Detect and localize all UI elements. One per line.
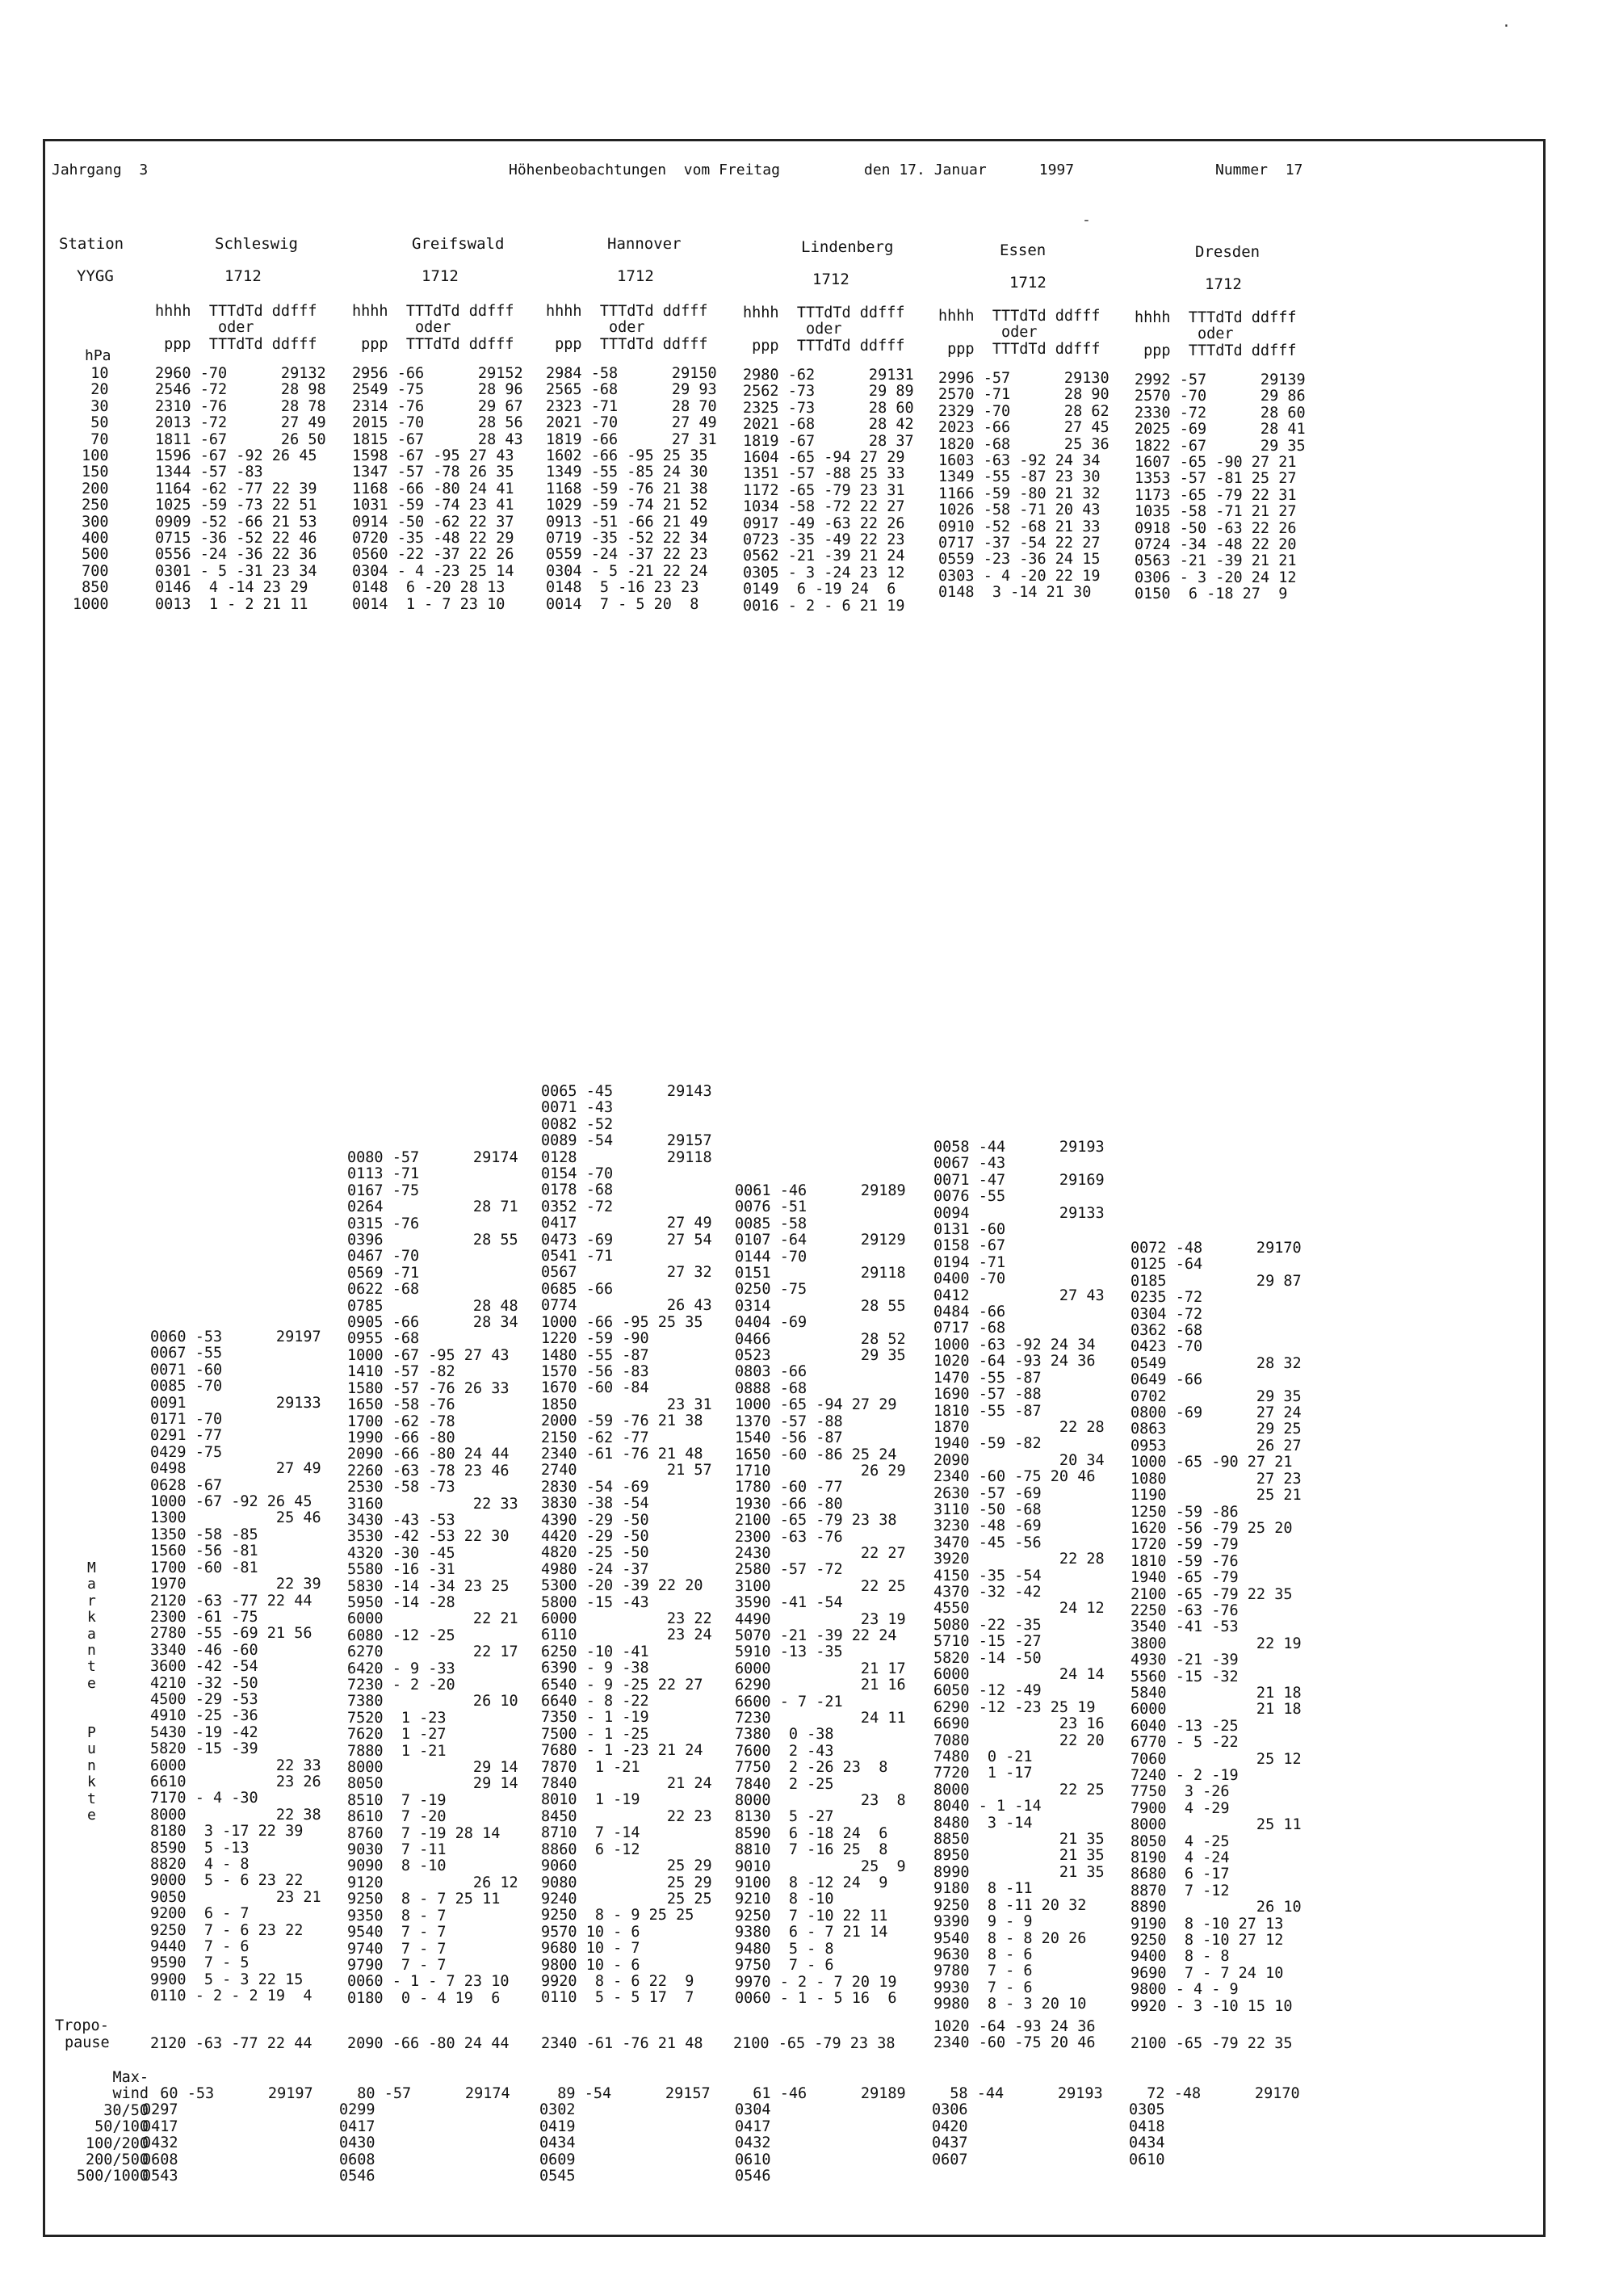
- column-header: hhhh TTTdTd ddfff oder ppp TTTdTd ddfff: [155, 303, 317, 353]
- hpa-label: hPa: [85, 347, 111, 364]
- yygg-value: 1712: [617, 267, 654, 285]
- significant-levels: 0080 -57 29174 0113 -71 0167 -75 0264 28 71 0315 -76 0396 28 55 0467 -70 0569 -71 0622 -68 0785 28 48 0905 -66 28 34 0955 -68 1000 -67 -95 27 43 1410 -57 -82 1580 -57 -76 26 33 1650 -58 -76 1700 -62 -78 1990 -66 -80 2090 -66 -80 24 44 2260 -63 -78 23 46 2530 -58 -73 3160 22 33 3430 -43 -53 3530 -42 -53 22 30 4320 -30 -45 5580 -16 -31 5830 -14 -34 23 25 5950 -14 -28 6000 22 21 6080 -12 -25 6270 22 17 6420 - 9 -33 7230 - 2 -20 7380 26 10 7520 1 -23 7620 1 -27 7880 1 -21 8000 29 14 8050 29 14 8510 7 -19 8610 7 -20 8760 7 -19 28 14 9030 7 -11 9090 8 -10 9120 26 12 9250 8 - 7 25 11 9350 8 - 7 9540 7 - 7 9740 7 - 7 9790 7 - 7 0060 - 1 - 7 23 10 0180 0 - 4 19 6: [347, 1149, 518, 2007]
- station-name-essen: Essen: [1000, 241, 1047, 259]
- column-header: hhhh TTTdTd ddfff oder ppp TTTdTd ddfff: [352, 303, 514, 353]
- maxwind-values: 61 -46 29189 0304 0417 0432 0610 0546: [735, 2085, 906, 2185]
- tropopause-values: 2100 -65 -79 23 38: [733, 2035, 896, 2052]
- yygg-value: 1712: [812, 271, 849, 288]
- maxwind-values: 60 -53 29197 0297 0417 0432 0608 0543: [142, 2085, 313, 2185]
- yygg-value: 1712: [422, 267, 459, 285]
- tropopause-label-1: Tropo-: [55, 2017, 109, 2034]
- station-label: Station: [59, 235, 124, 253]
- date-label: den 17. Januar 1997: [864, 162, 1075, 178]
- yygg-value: 1712: [1205, 275, 1242, 293]
- station-name-hannover: Hannover: [607, 235, 682, 253]
- station-name-lindenberg: Lindenberg: [801, 238, 894, 256]
- significant-levels: 0065 -45 29143 0071 -43 0082 -52 0089 -54 29157 0128 29118 0154 -70 0178 -68 0352 -72 0417 27 49 0473 -69 27 54 0541 -71 0567 27 32 0685 -66 0774 26 43 1000 -66 -95 25 35 1220 -59 -90 1480 -55 -87 1570 -56 -83 1670 -60 -84 1850 23 31 2000 -59 -76 21 38 2150 -62 -77 2340 -61 -76 21 48 2740 21 57 2830 -54 -69 3830 -38 -54 4390 -29 -50 4420 -29 -50 4820 -25 -50 4980 -24 -37 5300 -20 -39 22 20 5800 -15 -43 6000 23 22 6110 23 24 6250 -10 -41 6390 - 9 -38 6540 - 9 -25 22 27 6640 - 8 -22 7350 - 1 -19 7500 - 1 -25 7680 - 1 -23 21 24 7870 1 -21 7840 21 24 8010 1 -19 8450 22 23 8710 7 -14 8860 6 -12 9060 25 29 9080 25 29 9240 25 25 9250 8 - 9 25 25 9570 10 - 6 9680 10 - 7 9800 10 - 6 9920 8 - 6 22 9 0110 5 - 5 17 7: [541, 1083, 712, 2007]
- significant-levels: 0060 -53 29197 0067 -55 0071 -60 0085 -70 0091 29133 0171 -70 0291 -77 0429 -75 0498 27 49 0628 -67 1000 -67 -92 26 45 1300 25 46 1350 -58 -85 1560 -56 -81 1700 -60 -81 1970 22 39 2120 -63 -77 22 44 2300 -61 -75 2780 -55 -69 21 56 3340 -46 -60 3600 -42 -54 4210 -32 -50 4500 -29 -53 4910 -25 -36 5430 -19 -42 5820 -15 -39 6000 22 33 6610 23 26 7170 - 4 -30 8000 22 38 8180 3 -17 22 39 8590 5 -13 8820 4 - 8 9000 5 - 6 23 22 9050 23 21 9200 6 - 7 9250 7 - 6 23 22 9440 7 - 6 9590 7 - 5 9900 5 - 3 22 15 0110 - 2 - 2 19 4: [150, 1328, 321, 2005]
- station-name-greifswald: Greifswald: [412, 235, 505, 253]
- markante-punkte-label: M a r k a n t e P u n k t e: [87, 1559, 96, 1824]
- tropopause-values: 1020 -64 -93 24 36 2340 -60 -75 20 46: [933, 2018, 1096, 2052]
- standard-levels: 2956 -66 29152 2549 -75 28 96 2314 -76 29 67 2015 -70 28 56 1815 -67 28 43 1598 -67 -95 27 43 1347 -57 -78 26 35 1168 -66 -80 24 41 1031 -59 -74 23 41 0914 -50 -62 22 37 0720 -35 -48 22 29 0560 -22 -37 22 26 0304 - 4 -23 25 14 0148 6 -20 28 13 0014 1 - 7 23 10: [352, 365, 523, 613]
- nummer-label: Nummer 17: [1215, 162, 1303, 178]
- scan-mark: ·: [1502, 18, 1511, 35]
- yygg-value: 1712: [1009, 274, 1047, 292]
- maxwind-values: 72 -48 29170 0305 0418 0434 0610: [1129, 2085, 1300, 2168]
- significant-levels: 0061 -46 29189 0076 -51 0085 -58 0107 -64 29129 0144 -70 0151 29118 0250 -75 0314 28 55 0404 -69 0466 28 52 0523 29 35 0803 -66 0888 -68 1000 -65 -94 27 29 1370 -57 -88 1540 -56 -87 1650 -60 -86 25 24 1710 26 29 1780 -60 -77 1930 -66 -80 2100 -65 -79 23 38 2300 -63 -76 2430 22 27 2580 -57 -72 3100 22 25 3590 -41 -54 4490 23 19 5070 -21 -39 22 24 5910 -13 -35 6000 21 17 6290 21 16 6600 - 7 -21 7230 24 11 7380 0 -38 7600 2 -43 7750 2 -26 23 8 7840 2 -25 8000 23 8 8130 5 -27 8590 6 -18 24 6 8810 7 -16 25 8 9010 25 9 9100 8 -12 24 9 9210 8 -10 9250 7 -10 22 11 9380 6 - 7 21 14 9480 5 - 8 9750 7 - 6 9970 - 2 - 7 20 19 0060 - 1 - 5 16 6: [735, 1182, 906, 2007]
- standard-levels: 2992 -57 29139 2570 -70 29 86 2330 -72 28 60 2025 -69 28 41 1822 -67 29 35 1607 -65 -90 27 21 1353 -57 -81 25 27 1173 -65 -79 22 31 1035 -58 -71 21 27 0918 -50 -63 22 26 0724 -34 -48 22 20 0563 -21 -39 21 21 0306 - 3 -20 24 12 0150 6 -18 27 9: [1135, 371, 1306, 603]
- significant-levels: 0072 -48 29170 0125 -64 0185 29 87 0235 -72 0304 -72 0362 -68 0423 -70 0549 28 32 0649 -66 0702 29 35 0800 -69 27 24 0863 29 25 0953 26 27 1000 -65 -90 27 21 1080 27 23 1190 25 21 1250 -59 -86 1620 -56 -79 25 20 1720 -59 -79 1810 -59 -76 1940 -65 -79 2100 -65 -79 22 35 2250 -63 -76 3540 -41 -53 3800 22 19 4930 -21 -39 5560 -15 -32 5840 21 18 6000 21 18 6040 -13 -25 6770 - 5 -22 7060 25 12 7240 - 2 -19 7750 3 -26 7900 4 -29 8000 25 11 8050 4 -25 8190 4 -24 8680 6 -17 8870 7 -12 8890 26 10 9190 8 -10 27 13 9250 8 -10 27 12 9400 8 - 8 9690 7 - 7 24 10 9800 - 4 - 9 9920 - 3 -10 15 10: [1130, 1240, 1302, 2015]
- maxwind-values: 80 -57 29174 0299 0417 0430 0608 0546: [339, 2085, 510, 2185]
- standard-levels: 2960 -70 29132 2546 -72 28 98 2310 -76 28 78 2013 -72 27 49 1811 -67 26 50 1596 -67 -92 26 45 1344 -57 -83 1164 -62 -77 22 39 1025 -59 -73 22 51 0909 -52 -66 21 53 0715 -36 -52 22 46 0556 -24 -36 22 36 0301 - 5 -31 23 34 0146 4 -14 23 29 0013 1 - 2 21 11: [155, 365, 326, 613]
- standard-levels: 2980 -62 29131 2562 -73 29 89 2325 -73 28 60 2021 -68 28 42 1819 -67 28 37 1604 -65 -94 27 29 1351 -57 -88 25 33 1172 -65 -79 23 31 1034 -58 -72 22 27 0917 -49 -63 22 26 0723 -35 -49 22 23 0562 -21 -39 21 24 0305 - 3 -24 23 12 0149 6 -19 24 6 0016 - 2 - 6 21 19: [743, 367, 914, 615]
- pressure-levels: 10 20 30 50 70 100 150 200 250 300 400 500 700 850 1000: [73, 365, 109, 613]
- maxwind-values: 58 -44 29193 0306 0420 0437 0607: [932, 2085, 1103, 2168]
- page-title: Höhenbeobachtungen vom Freitag: [509, 162, 780, 178]
- column-header: hhhh TTTdTd ddfff oder ppp TTTdTd ddfff: [938, 308, 1101, 358]
- station-name-schleswig: Schleswig: [215, 235, 298, 253]
- station-name-dresden: Dresden: [1195, 243, 1261, 261]
- significant-levels: 0058 -44 29193 0067 -43 0071 -47 29169 0076 -55 0094 29133 0131 -60 0158 -67 0194 -71 0400 -70 0412 27 43 0484 -66 0717 -68 1000 -63 -92 24 34 1020 -64 -93 24 36 1470 -55 -87 1690 -57 -88 1810 -55 -87 1870 22 28 1940 -59 -82 2090 20 34 2340 -60 -75 20 46 2630 -57 -69 3110 -50 -68 3230 -48 -69 3470 -45 -56 3920 22 28 4150 -35 -54 4370 -32 -42 4550 24 12 5080 -22 -35 5710 -15 -27 5820 -14 -50 6000 24 14 6050 -12 -49 6290 -12 -23 25 19 6690 23 16 7080 22 20 7480 0 -21 7720 1 -17 8000 22 25 8040 - 1 -14 8480 3 -14 8850 21 35 8950 21 35 8990 21 35 9180 8 -11 9250 8 -11 20 32 9390 9 - 9 9540 8 - 8 20 26 9630 8 - 6 9780 7 - 6 9930 7 - 6 9980 8 - 3 20 10: [933, 1139, 1105, 2013]
- tropopause-values: 2120 -63 -77 22 44: [150, 2035, 313, 2052]
- column-header: hhhh TTTdTd ddfff oder ppp TTTdTd ddfff: [546, 303, 708, 353]
- maxwind-label: Max- wind 30/50 50/100 100/200 200/500 500/1000: [76, 2069, 149, 2185]
- standard-levels: 2996 -57 29130 2570 -71 28 90 2329 -70 28 62 2023 -66 27 45 1820 -68 25 36 1603 -63 -92 24 34 1349 -55 -87 23 30 1166 -59 -80 21 32 1026 -58 -71 20 43 0910 -52 -68 21 33 0717 -37 -54 22 27 0559 -23 -36 24 15 0303 - 4 -20 22 19 0148 3 -14 21 30: [938, 370, 1110, 602]
- column-header: hhhh TTTdTd ddfff oder ppp TTTdTd ddfff: [743, 304, 905, 355]
- yygg-label: YYGG: [77, 267, 114, 285]
- tropopause-values: 2090 -66 -80 24 44: [347, 2035, 510, 2052]
- tropopause-label-2: pause: [65, 2034, 110, 2051]
- maxwind-values: 89 -54 29157 0302 0419 0434 0609 0545: [539, 2085, 711, 2185]
- yygg-value: 1712: [224, 267, 262, 285]
- tropopause-values: 2100 -65 -79 22 35: [1130, 2035, 1293, 2052]
- tropopause-values: 2340 -61 -76 21 48: [541, 2035, 703, 2052]
- jahrgang-label: Jahrgang 3: [52, 162, 149, 178]
- standard-levels: 2984 -58 29150 2565 -68 29 93 2323 -71 28 70 2021 -70 27 49 1819 -66 27 31 1602 -66 -95 25 35 1349 -55 -85 24 30 1168 -59 -76 21 38 1029 -59 -74 21 52 0913 -51 -66 21 49 0719 -35 -52 22 34 0559 -24 -37 22 23 0304 - 5 -21 22 24 0148 5 -16 23 23 0014 7 - 5 20 8: [546, 365, 717, 613]
- column-header: hhhh TTTdTd ddfff oder ppp TTTdTd ddfff: [1135, 309, 1297, 359]
- scan-mark: -: [1082, 212, 1091, 229]
